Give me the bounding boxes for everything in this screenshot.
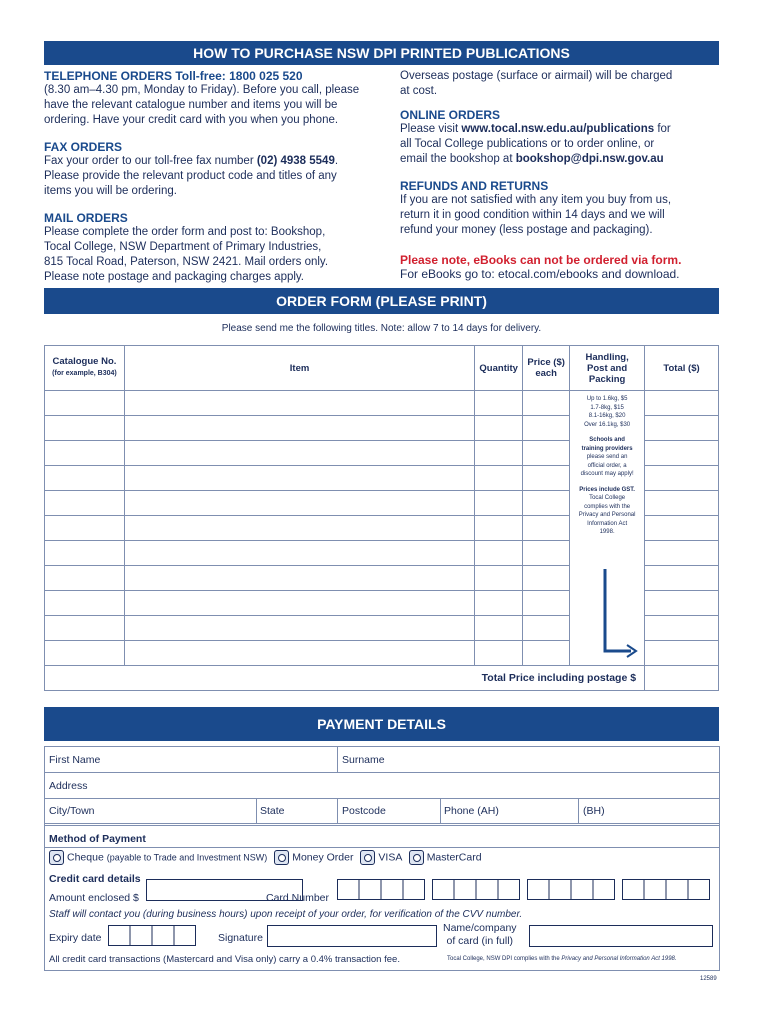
col-price-header <box>523 346 570 391</box>
online-line-1 <box>400 122 720 137</box>
order-form-title-bar <box>44 288 719 314</box>
address-field[interactable]: Address <box>49 780 88 792</box>
order-row <box>45 391 719 416</box>
price-cell[interactable] <box>523 641 570 666</box>
refunds-line-3: refund your money (less postage and packaging). <box>400 224 653 236</box>
expiry-date-label: Expiry date <box>49 932 102 944</box>
telephone-line-2: have the relevant catalogue number and items you will be <box>44 99 338 111</box>
quantity-cell[interactable] <box>475 441 523 466</box>
total-cell[interactable] <box>645 541 719 566</box>
mail-line-4: Please note postage and packaging charges apply. <box>44 271 305 283</box>
catalogue-cell[interactable] <box>45 641 125 666</box>
telephone-heading: TELEPHONE ORDERS Toll-free: 1800 025 520 <box>44 69 303 83</box>
mail-heading: MAIL ORDERS <box>44 211 128 225</box>
catalogue-cell[interactable] <box>45 416 125 441</box>
privacy-note-text: Tocal College, NSW DPI complies with the <box>447 956 562 962</box>
ebooks-line: For eBooks go to: etocal.com/ebooks and download. <box>400 267 680 281</box>
overseas-line-1: Overseas postage (surface or airmail) will be charged <box>400 70 673 82</box>
state-field[interactable]: State <box>260 805 285 817</box>
quantity-cell[interactable] <box>475 416 523 441</box>
page-title: HOW TO PURCHASE NSW DPI PRINTED PUBLICATIONS <box>193 45 570 61</box>
gst-heading: Prices include GST. <box>579 486 635 493</box>
total-cell[interactable] <box>645 566 719 591</box>
overseas-line-2: at cost. <box>400 85 438 97</box>
money-order-checkbox-icon[interactable] <box>274 850 289 865</box>
col-price-label-1: Price ($) <box>527 357 565 368</box>
total-cell[interactable] <box>645 616 719 641</box>
quantity-cell[interactable] <box>475 516 523 541</box>
total-cell[interactable] <box>645 641 719 666</box>
money-order-label: Money Order <box>292 851 354 864</box>
card-number-boxes <box>337 879 717 901</box>
total-cell[interactable] <box>645 416 719 441</box>
payment-title-bar <box>44 707 719 741</box>
order-table-header <box>45 346 719 391</box>
schools-line-3: discount may apply! <box>580 471 634 477</box>
order-form-subtitle: Please send me the following titles. Note: allow 7 to 14 days for delivery. <box>221 323 542 334</box>
gst-line-3: Privacy and Personal <box>578 512 636 518</box>
arrow-right-icon <box>603 569 639 661</box>
refunds-line-2: return it in good condition within 14 days and we will <box>400 209 665 221</box>
credit-card-details-label: Credit card details <box>49 873 141 885</box>
mail-line-1: Please complete the order form and post to: Bookshop, <box>44 226 326 238</box>
col-total-header: Total ($) <box>645 346 719 391</box>
price-cell[interactable] <box>523 391 570 416</box>
quantity-cell[interactable] <box>475 616 523 641</box>
price-cell[interactable] <box>523 541 570 566</box>
privacy-note <box>447 956 677 962</box>
catalogue-cell[interactable] <box>45 591 125 616</box>
gst-line-5: 1998. <box>599 529 615 535</box>
fax-line-3: items you will be ordering. <box>44 185 177 197</box>
publications-link[interactable]: www.tocal.nsw.edu.au/publications <box>461 123 655 135</box>
expiry-date-boxes <box>108 925 198 947</box>
col-catalogue-header <box>45 346 125 391</box>
fee-note: All credit card transactions (Mastercard and Visa only) carry a 0.4% transaction fee. <box>49 954 400 965</box>
fax-line-1-text: Fax your order to our toll-free fax number <box>44 155 257 167</box>
online-line-3-text: email the bookshop at <box>400 153 516 165</box>
col-catalogue-hint: (for example, B304) <box>52 370 117 377</box>
quantity-cell[interactable] <box>475 641 523 666</box>
price-cell[interactable] <box>523 591 570 616</box>
total-cell[interactable] <box>645 591 719 616</box>
signature-label: Signature <box>218 932 263 944</box>
staff-note: Staff will contact you (during business hours) upon receipt of your order, for verification of the CVV number. <box>49 909 523 920</box>
telephone-line-1: (8.30 am–4.30 pm, Monday to Friday). Before you call, please <box>44 84 360 96</box>
catalogue-cell[interactable] <box>45 491 125 516</box>
price-cell[interactable] <box>523 416 570 441</box>
item-cell[interactable] <box>124 641 474 666</box>
mastercard-checkbox-icon[interactable] <box>409 850 424 865</box>
total-cell[interactable] <box>645 466 719 491</box>
col-handling-header <box>570 346 645 391</box>
cheque-note: (payable to Trade and Investment NSW) <box>106 852 268 863</box>
info-right-column <box>400 69 720 282</box>
rate-2: 1.7-8kg, $15 <box>590 404 624 411</box>
phone-bh-field[interactable]: (BH) <box>583 805 605 817</box>
schools-line-1: please send an <box>586 454 628 460</box>
postcode-field[interactable]: Postcode <box>342 805 386 817</box>
col-handling-label-3: Packing <box>588 373 626 385</box>
item-cell[interactable] <box>124 441 474 466</box>
schools-heading-1: Schools and <box>589 437 625 443</box>
quantity-cell[interactable] <box>475 491 523 516</box>
fax-line-2: Please provide the relevant product code and titles of any <box>44 170 337 182</box>
mail-line-3: 815 Tocal Road, Paterson, NSW 2421. Mail orders only. <box>44 256 329 268</box>
order-form-title: ORDER FORM (PLEASE PRINT) <box>276 293 487 309</box>
col-price-label-2: each <box>535 368 557 379</box>
catalogue-cell[interactable] <box>45 616 125 641</box>
first-name-field[interactable]: First Name <box>49 754 101 766</box>
col-item-header: Item <box>124 346 474 391</box>
item-cell[interactable] <box>124 616 474 641</box>
mail-line-2: Tocal College, NSW Department of Primary Industries, <box>44 241 322 253</box>
privacy-note-end: . <box>674 956 677 962</box>
quantity-cell[interactable] <box>475 391 523 416</box>
total-cell[interactable] <box>645 441 719 466</box>
catalogue-cell[interactable] <box>45 516 125 541</box>
visa-label: VISA <box>378 851 402 864</box>
expiry-date-input[interactable] <box>108 925 198 952</box>
payment-title: PAYMENT DETAILS <box>317 716 446 732</box>
item-cell[interactable] <box>124 466 474 491</box>
col-quantity-header: Quantity <box>475 346 523 391</box>
payment-form <box>44 746 720 971</box>
ebooks-note: Please note, eBooks can not be ordered via form. <box>400 253 682 267</box>
gst-line-1: Tocal College <box>589 495 626 501</box>
handling-info-cell <box>570 391 645 666</box>
name-company-label <box>443 922 517 948</box>
quantity-cell[interactable] <box>475 466 523 491</box>
card-number-input[interactable] <box>337 879 717 906</box>
footer-code: 12589 <box>700 976 717 982</box>
fax-line-1-end: . <box>334 155 339 167</box>
catalogue-cell[interactable] <box>45 566 125 591</box>
privacy-note-act: Privacy and Personal Information Act 1998 <box>561 956 675 962</box>
catalogue-cell[interactable] <box>45 441 125 466</box>
name-company-input[interactable] <box>529 925 713 947</box>
item-cell[interactable] <box>124 541 474 566</box>
catalogue-cell[interactable] <box>45 541 125 566</box>
rate-1: Up to 1.6kg, $5 <box>586 396 628 402</box>
city-field[interactable]: City/Town <box>49 805 95 817</box>
page-title-bar <box>44 41 719 65</box>
cheque-label: Cheque <box>67 851 104 864</box>
catalogue-cell[interactable] <box>45 466 125 491</box>
price-cell[interactable] <box>523 566 570 591</box>
total-price-label: Total Price including postage $ <box>45 666 645 691</box>
surname-field[interactable]: Surname <box>342 754 385 766</box>
info-left-column <box>44 69 389 285</box>
online-line-1-end: for <box>654 123 671 135</box>
total-cell[interactable] <box>645 516 719 541</box>
quantity-cell[interactable] <box>475 566 523 591</box>
col-handling-label-2: Post and <box>587 362 628 374</box>
quantity-cell[interactable] <box>475 591 523 616</box>
refunds-heading: REFUNDS AND RETURNS <box>400 179 549 193</box>
item-cell[interactable] <box>124 566 474 591</box>
item-cell[interactable] <box>124 416 474 441</box>
name-company-label-2: of card (in full) <box>446 935 514 947</box>
online-line-1-text: Please visit <box>400 123 462 135</box>
payment-options <box>49 850 482 865</box>
item-cell[interactable] <box>124 591 474 616</box>
schools-heading-2: training providers <box>581 445 633 452</box>
price-cell[interactable] <box>523 441 570 466</box>
fax-number: (02) 4938 5549 <box>256 155 335 167</box>
order-table <box>44 345 719 691</box>
price-cell[interactable] <box>523 616 570 641</box>
total-cell[interactable] <box>645 391 719 416</box>
visa-checkbox-icon[interactable] <box>360 850 375 865</box>
item-cell[interactable] <box>124 516 474 541</box>
fax-line-1 <box>44 154 389 169</box>
order-total-row <box>45 666 719 691</box>
phone-ah-field[interactable]: Phone (AH) <box>444 805 499 817</box>
col-handling-label-1: Handling, <box>585 351 629 363</box>
online-line-2: all Tocal College publications or to order online, or <box>400 138 655 150</box>
rate-3: 8.1-16kg, $20 <box>588 413 626 419</box>
signature-input[interactable] <box>267 925 437 947</box>
total-cell[interactable] <box>645 491 719 516</box>
price-cell[interactable] <box>523 466 570 491</box>
price-cell[interactable] <box>523 491 570 516</box>
method-of-payment-label: Method of Payment <box>49 833 146 845</box>
col-catalogue-label: Catalogue No. <box>52 356 117 367</box>
gst-line-4: Information Act <box>587 520 628 527</box>
rate-4: Over 16.1kg, $30 <box>584 421 631 428</box>
quantity-cell[interactable] <box>475 541 523 566</box>
gst-line-2: complies with the <box>584 503 631 510</box>
name-company-label-1: Name/company <box>443 922 517 934</box>
schools-line-2: official order, a <box>587 462 627 469</box>
mastercard-label: MasterCard <box>426 851 482 864</box>
telephone-line-3: ordering. Have your credit card with you when you phone. <box>44 114 339 126</box>
item-cell[interactable] <box>124 491 474 516</box>
fax-heading: FAX ORDERS <box>44 140 123 154</box>
cheque-checkbox-icon[interactable] <box>49 850 64 865</box>
price-cell[interactable] <box>523 516 570 541</box>
catalogue-cell[interactable] <box>45 391 125 416</box>
online-heading: ONLINE ORDERS <box>400 108 501 122</box>
amount-enclosed-label: Amount enclosed $ <box>49 892 139 904</box>
online-line-3 <box>400 152 720 167</box>
card-number-label: Card Number <box>266 892 330 904</box>
item-cell[interactable] <box>124 391 474 416</box>
total-price-cell[interactable] <box>645 666 719 691</box>
refunds-line-1: If you are not satisfied with any item you buy from us, <box>400 194 672 206</box>
bookshop-email-link[interactable]: bookshop@dpi.nsw.gov.au <box>515 153 664 165</box>
